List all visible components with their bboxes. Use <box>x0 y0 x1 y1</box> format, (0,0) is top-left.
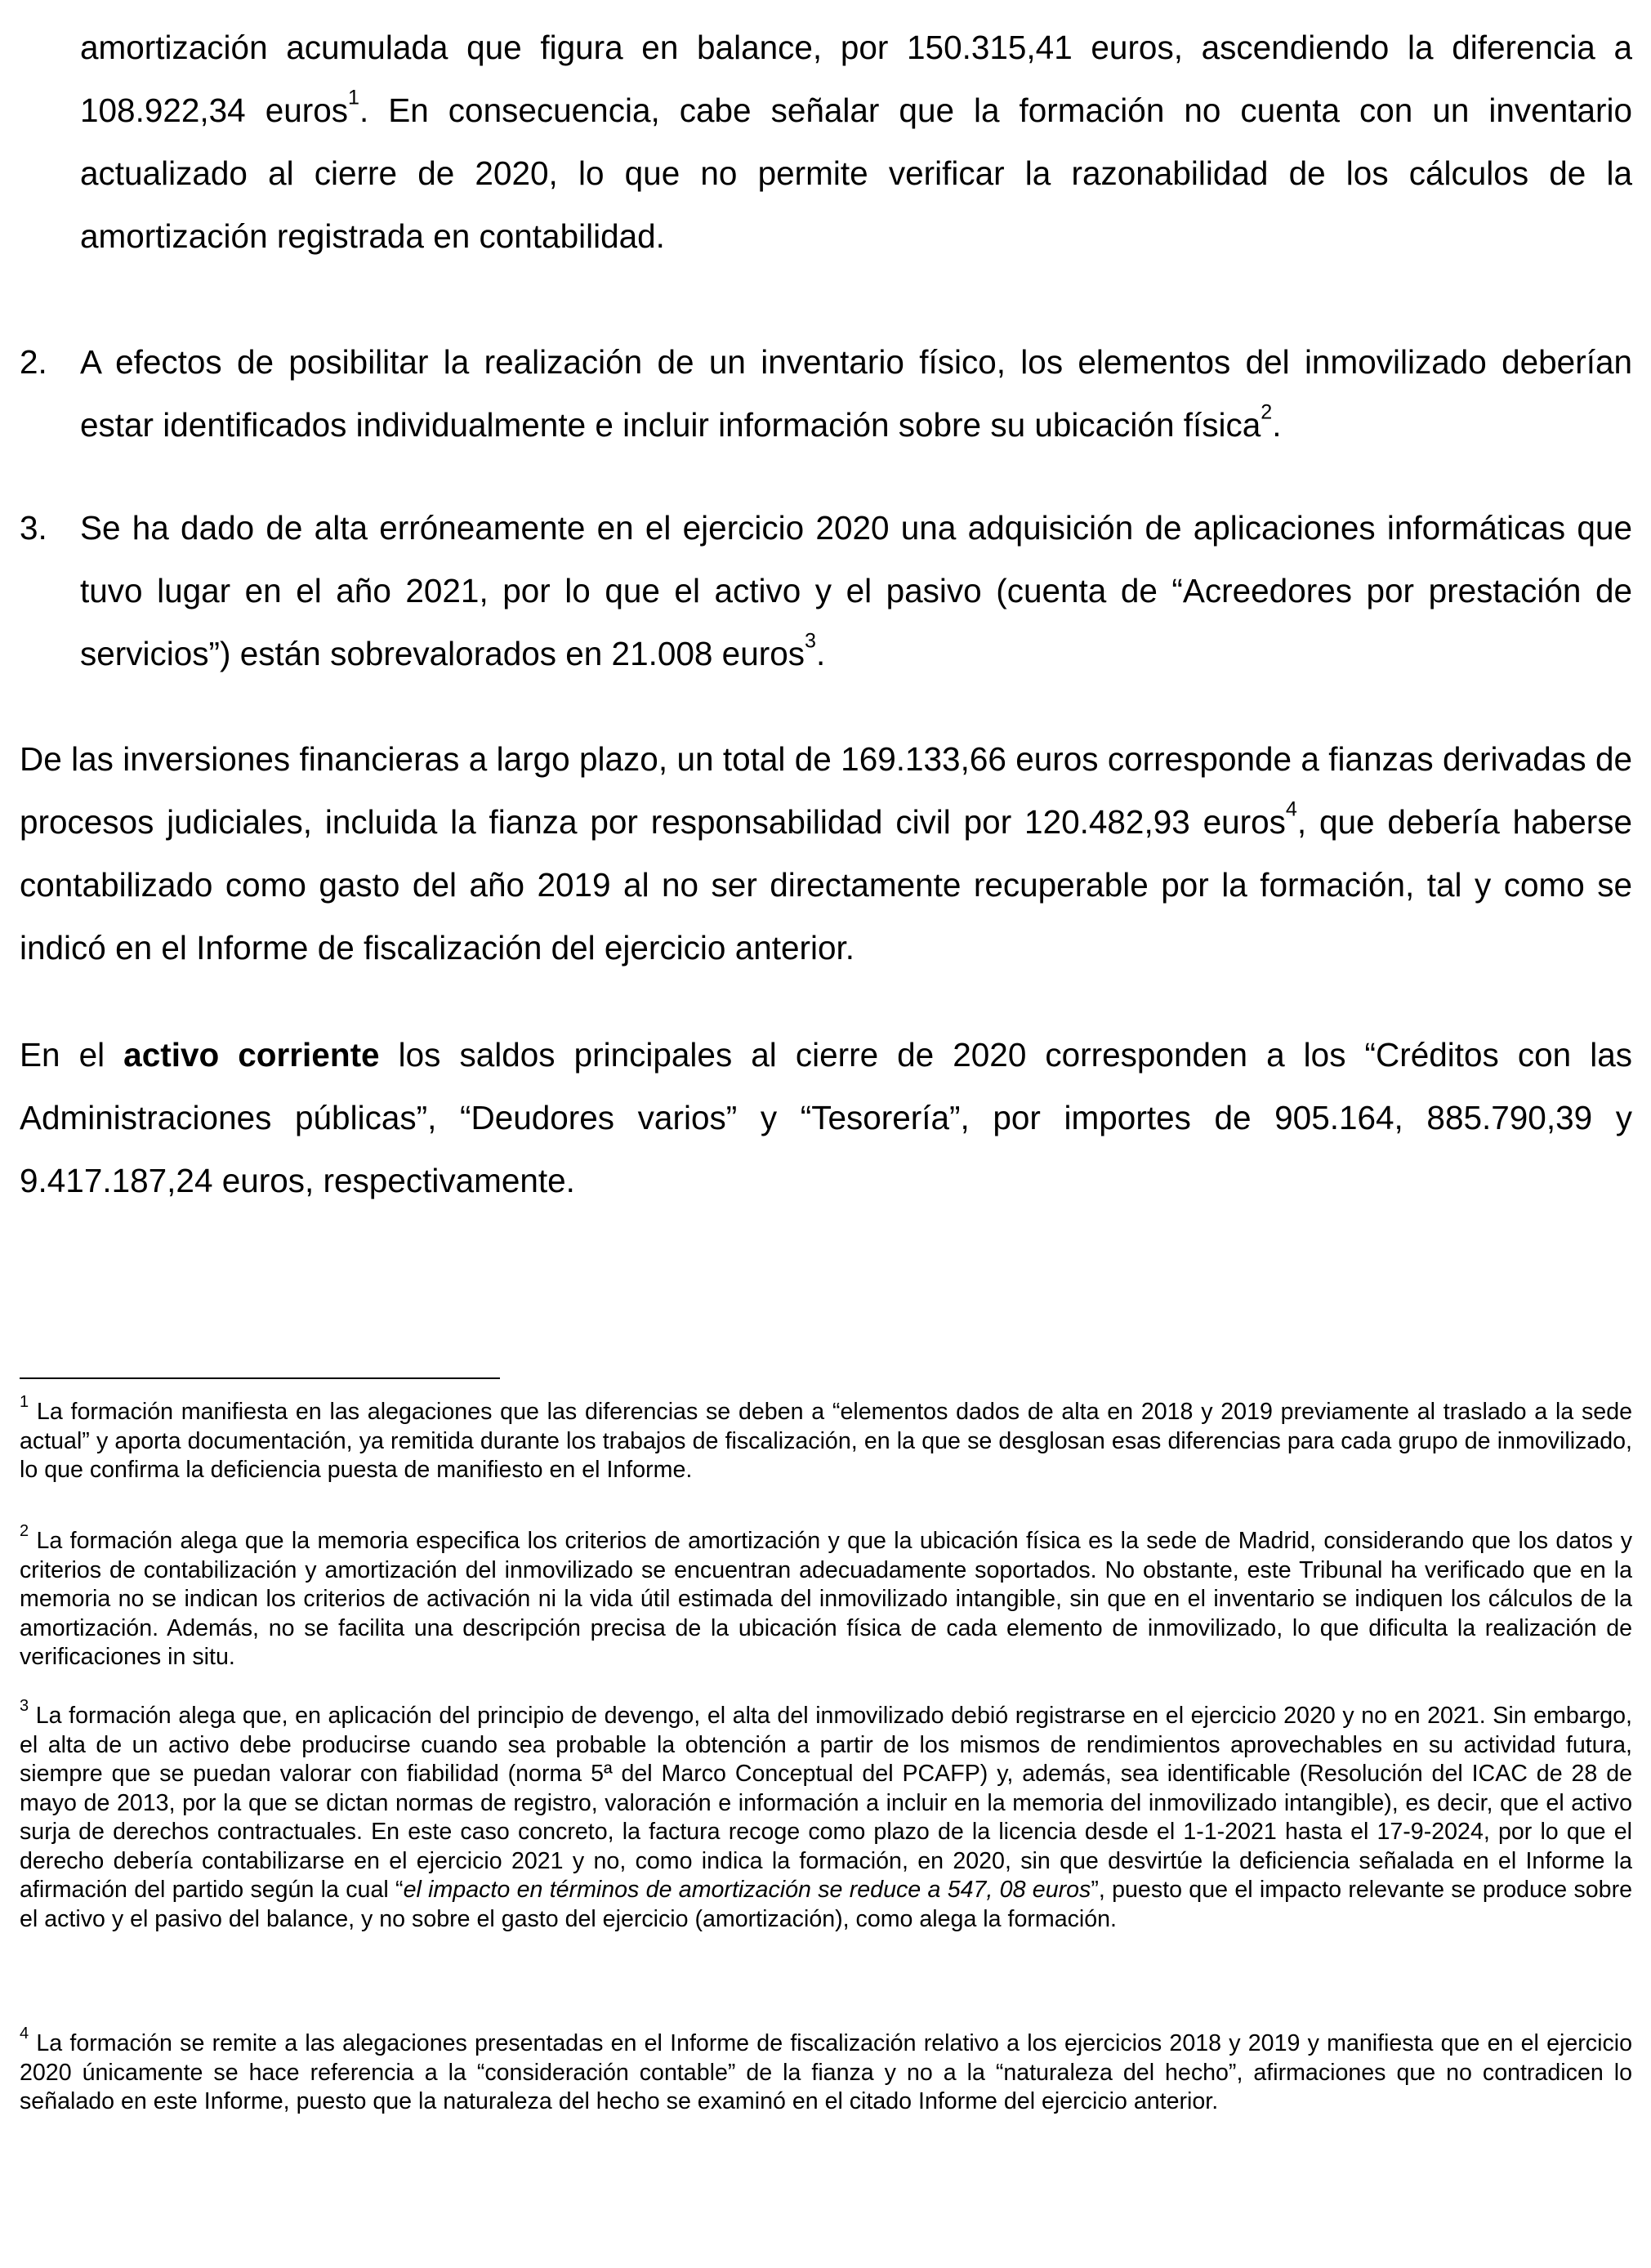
paragraph-text: De las inversiones financieras a largo plazo, un total de 169.133,66 euros corresponde a fianzas derivadas de procesos judiciales, incluida la fianza por responsabilidad civil por 120.482,93 euros <box>20 740 1632 841</box>
footnote-marker: 4 <box>20 2025 29 2043</box>
punctuation: . <box>1272 406 1282 444</box>
paragraph-text: los saldos principales al cierre de 2020 corresponden a los “Créditos con las Administraciones públicas”, “Deudores varios” y “Tesorería”, por importes de 905.164, 885.790,39 y 9.417.187,24 euros, respectivamente. <box>20 1036 1632 1199</box>
list-item-text: Se ha dado de alta erróneamente en el ejercicio 2020 una adquisición de aplicaciones informáticas que tuvo lugar en el año 2021, por lo que el activo y el pasivo (cuenta de “Acreedores por prestación de servicios”) están sobrevalorados en 21.008 euros <box>80 509 1632 672</box>
footnote-ref-4[interactable]: 4 <box>1285 797 1297 821</box>
footnote-4 <box>20 2025 1632 2117</box>
footnote-marker: 2 <box>20 1522 29 1540</box>
list-number: 2. <box>20 343 47 381</box>
paragraph-text: amortización acumulada que figura en balance, por 150.315,41 euros, ascendiendo la diferencia a 108.922,34 euros <box>80 29 1632 129</box>
paragraph-text: En el <box>20 1036 124 1074</box>
footnote-text: La formación alega que la memoria especifica los criterios de amortización y que la ubicación física es la sede de Madrid, considerando que los datos y criterios de contabilización y amortización del inmovilizado se encuentran adecuadamente soportados. No obstante, este Tribunal ha verificado que en la memoria no se indican los criterios de activación ni la vida útil estimada del inmovilizado intangible, sin que en el inventario se indiquen los cálculos de la amortización. Además, no se facilita una descripción precisa de la ubicación física de cada elemento de inmovilizado, lo que dificulta la realización de verificaciones in situ. <box>20 1528 1633 1670</box>
paragraph-financial-investments <box>20 728 1632 980</box>
list-item-2 <box>20 331 1632 457</box>
paragraph-text: . En consecuencia, cabe señalar que la formación no cuenta con un inventario actualizado al cierre de 2020, lo que no permite verificar la razonabilidad de los cálculos de la amortización registrada en contabilidad. <box>80 92 1633 255</box>
footnote-3 <box>20 1697 1633 1934</box>
footnote-text: La formación alega que, en aplicación del principio de devengo, el alta del inmovilizado debió registrarse en el ejercicio 2020 y no en 2021. Sin embargo, el alta de un activo debe producirse cuando sea probable la obtención a partir de los mismos de rendimientos aprovechables en su actividad futura, siempre que se puedan valorar con fiabilidad (norma 5ª del Marco Conceptual del PCAFP) y, además, sea identificable (Resolución del ICAC de 28 de mayo de 2013, por la que se dictan normas de registro, valoración e información a incluir en la memoria del inmovilizado intangible), es decir, que el activo surja de derechos contractuales. En este caso concreto, la factura recoge como plazo de la licencia desde el 1-1-2021 hasta el 17-9-2024, por lo que el derecho debería contabilizarse en el ejercicio 2021 y no, como indica la formación, en 2020, sin que desvirtúe la deficiencia señalada en el Informe la afirmación del partido según la cual “ <box>20 1703 1632 1903</box>
list-item-3 <box>20 497 1632 685</box>
footnote-text: La formación manifiesta en las alegaciones que las diferencias se deben a “elementos dados de alta en 2018 y 2019 previamente al traslado a la sede actual” y aporta documentación, ya remitida durante los trabajos de fiscalización, en la que se desglosan esas diferencias para cada grupo de inmovilizado, lo que confirma la deficiencia puesta de manifiesto en el Informe. <box>20 1399 1632 1483</box>
list-item-text: A efectos de posibilitar la realización de un inventario físico, los elementos del inmovilizado deberían estar identificados individualmente e incluir información sobre su ubicación física <box>80 343 1632 444</box>
paragraph-text: , que debería haberse contabilizado como gasto del año 2019 al no ser directamente recuperable por la formación, tal y como se indicó en el Informe de fiscalización del ejercicio anterior. <box>20 803 1632 967</box>
footnote-quote: el impacto en términos de amortización se reduce a 547, 08 euros <box>403 1877 1091 1903</box>
footnote-ref-1[interactable]: 1 <box>348 86 359 109</box>
footnote-separator <box>20 1377 500 1379</box>
footnote-2 <box>20 1522 1633 1672</box>
footnote-ref-3[interactable]: 3 <box>805 629 816 653</box>
footnote-ref-2[interactable]: 2 <box>1261 400 1273 424</box>
footnote-marker: 1 <box>20 1393 29 1411</box>
paragraph-continuation <box>80 16 1632 268</box>
bold-term: activo corriente <box>123 1036 380 1074</box>
footnote-1 <box>20 1393 1632 1485</box>
list-number: 3. <box>20 509 47 547</box>
paragraph-current-assets <box>20 1024 1632 1212</box>
punctuation: . <box>815 635 826 672</box>
footnote-marker: 3 <box>20 1697 29 1715</box>
footnote-text: La formación se remite a las alegaciones presentadas en el Informe de fiscalización relativo a los ejercicios 2018 y 2019 y manifiesta que en el ejercicio 2020 únicamente se hace referencia a la “consideración contable” de la fianza y no a la “naturaleza del hecho”, afirmaciones que no contradicen lo señalado en este Informe, puesto que la naturaleza del hecho se examinó en el citado Informe del ejercicio anterior. <box>20 2030 1632 2114</box>
footnote-text: ”, puesto que el impacto relevante se produce sobre el activo y el pasivo del balance, y no sobre el gasto del ejercicio (amortización), como alega la formación. <box>20 1877 1633 1932</box>
